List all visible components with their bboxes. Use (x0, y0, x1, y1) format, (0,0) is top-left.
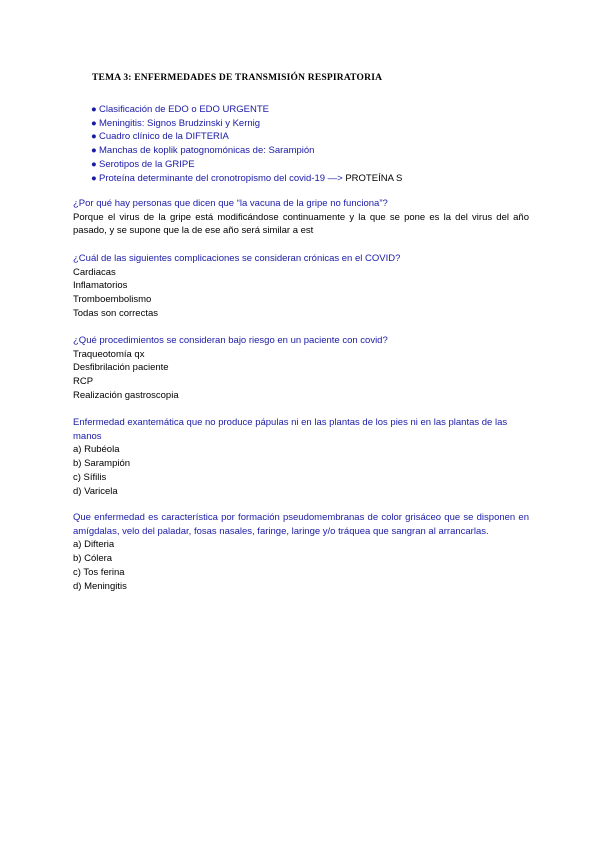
topic-list (91, 103, 402, 185)
answer-option: c) Sífilis (73, 471, 107, 483)
question-block-covid-complications (73, 252, 529, 321)
question-block-exantematica (73, 416, 529, 498)
question-text: Que enfermedad es característica por formación pseudomembranas de color grisáceo que se disponen en amígdalas, velo del paladar, fosas nasales, faringe, laringe y/o tráquea que sangran al arrancarlas. (73, 512, 529, 537)
question-text: ¿Por qué hay personas que dicen que “la vacuna de la gripe no funciona”? (73, 198, 388, 209)
bullet-icon: ● (91, 104, 97, 115)
answer-option: Realización gastroscopia (73, 389, 179, 401)
question-text: Enfermedad exantemática que no produce pápulas ni en las plantas de los pies ni en las plantas de las manos (73, 417, 508, 442)
answer-option: Desfibrilación paciente (73, 362, 169, 374)
topic-item: ● Meningitis: Signos Brudzinski y Kernig (91, 117, 261, 129)
answer-option: Traqueotomía qx (73, 348, 145, 360)
topic-item: ● Manchas de koplik patognomónicas de: Sarampión (91, 145, 315, 157)
question-block-pseudomembranas (73, 511, 529, 593)
answer-option: Inflamatorios (73, 280, 128, 292)
bullet-icon: ● (91, 172, 97, 184)
question-text: ¿Cuál de las siguientes complicaciones se consideran crónicas en el COVID? (73, 253, 401, 264)
answer-option: d) Varicela (73, 485, 118, 497)
topic-item: ● Clasificación de EDO o EDO URGENTE (91, 104, 269, 115)
answer-option: d) Meningitis (73, 580, 127, 592)
question-block-covid-procedures (73, 334, 529, 403)
question-text: ¿Qué procedimientos se consideran bajo riesgo en un paciente con covid? (73, 335, 388, 346)
answer-text: Porque el virus de la gripe está modificándose continuamente y la que se pone es la del virus del año pasado, y se supone que la de ese año será similar a est (73, 211, 529, 237)
topic-item: ● Proteína determinante del cronotropismo del covid-19 —> PROTEÍNA S (91, 172, 403, 184)
answer-option: Tromboembolismo (73, 294, 152, 306)
bullet-icon: ● (91, 117, 97, 129)
topic-item: ● Cuadro clínico de la DIFTERIA (91, 131, 229, 143)
answer-option: b) Sarampión (73, 458, 131, 470)
answer-option: Todas son correctas (73, 307, 159, 319)
bullet-icon: ● (91, 158, 97, 170)
answer-option: c) Tos ferina (73, 566, 125, 578)
bullet-icon: ● (91, 145, 97, 157)
question-block-gripe (73, 197, 529, 238)
answer-option: a) Difteria (73, 539, 115, 551)
answer-option: RCP (73, 376, 94, 388)
document-title: TEMA 3: ENFERMEDADES DE TRANSMISIÓN RESPIRATORIA (92, 73, 383, 83)
bullet-icon: ● (91, 131, 97, 143)
answer-option: b) Cólera (73, 553, 113, 565)
topic-item: ● Serotipos de la GRIPE (91, 158, 195, 170)
answer-option: a) Rubéola (73, 444, 120, 456)
answer-option: Cardiacas (73, 266, 116, 278)
